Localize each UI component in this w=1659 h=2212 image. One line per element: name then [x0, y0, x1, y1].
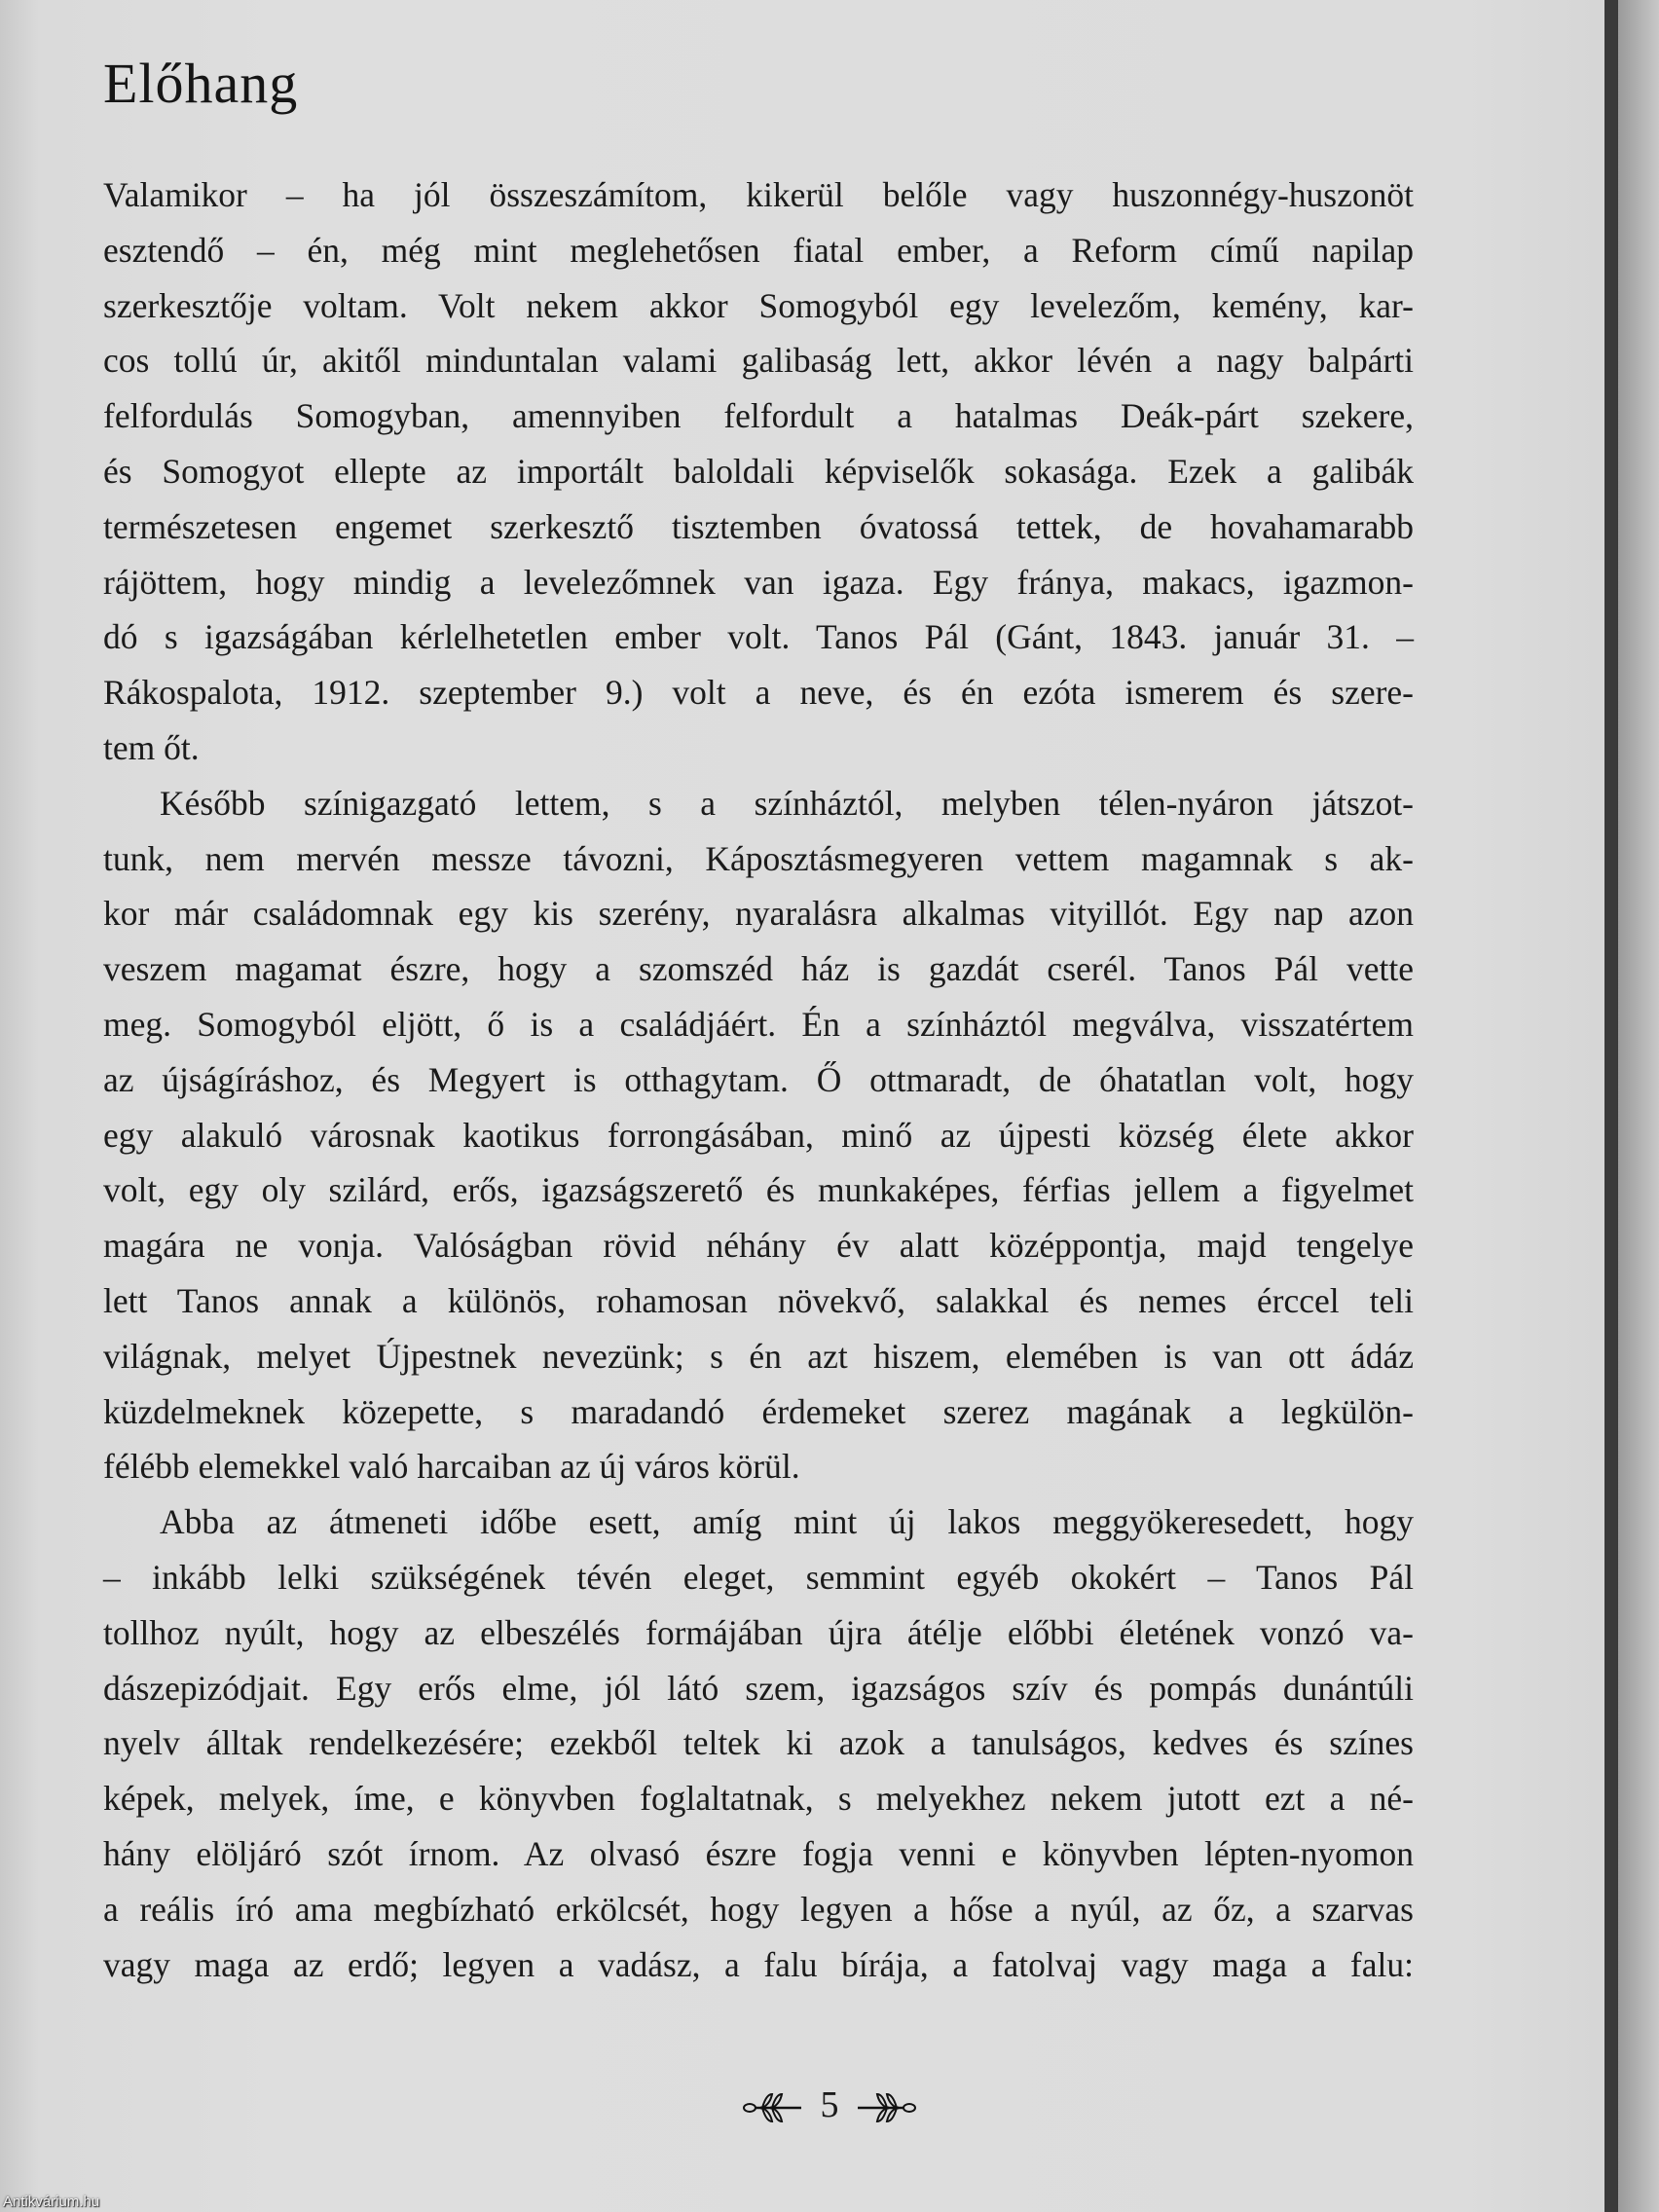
- text-line: küzdelmeknek közepette, s maradandó érdemeket szerez magának a legkülön-: [103, 1391, 1414, 1431]
- text-line: képek, melyek, íme, e könyvben foglaltatnak, s melyekhez nekem jutott ezt a né-: [103, 1779, 1414, 1819]
- text-line: egy alakuló városnak kaotikus forrongásában, minő az újpesti község élete akkor: [103, 1115, 1414, 1155]
- text-line: felfordulás Somogyban, amennyiben felfordult a hatalmas Deák-párt szekere,: [103, 396, 1414, 436]
- text-line: világnak, melyet Újpestnek nevezünk; s én azt hiszem, elemében is van ott ádáz: [103, 1336, 1414, 1376]
- text-line: nyelv álltak rendelkezésére; ezekből teltek ki azok a tanulságos, kedves és színes: [103, 1723, 1414, 1763]
- text-line: félébb elemekkel való harcaiban az új város körül.: [103, 1447, 800, 1487]
- text-line: veszem magamat észre, hogy a szomszéd ház is gazdát cserél. Tanos Pál vette: [103, 949, 1414, 989]
- text-line: magára ne vonja. Valóságban rövid néhány év alatt középpontja, majd tengelye: [103, 1226, 1414, 1266]
- text-line: a reális író ama megbízható erkölcsét, hogy legyen a hőse a nyúl, az őz, a szarvas: [103, 1889, 1414, 1929]
- text-line: volt, egy oly szilárd, erős, igazságszerető és munkaképes, férfias jellem a figyelmet: [103, 1170, 1414, 1210]
- text-line: tunk, nem mervén messze távozni, Káposztásmegyeren vettem magamnak s ak-: [103, 838, 1414, 878]
- text-line: meg. Somogyból eljött, ő is a családjáért. Én a színháztól megválva, visszatértem: [103, 1004, 1414, 1044]
- text-line: vagy maga az erdő; legyen a vadász, a falu bírája, a fatolvaj vagy maga a falu:: [103, 1944, 1414, 1984]
- text-line: Valamikor – ha jól összeszámítom, kikerül belőle vagy huszonnégy-huszonöt: [103, 175, 1414, 214]
- text-line: rájöttem, hogy mindig a levelezőmnek van igaza. Egy fránya, makacs, igazmon-: [103, 562, 1414, 602]
- page-footer: [0, 2083, 1659, 2126]
- book-spine-edge: [1604, 0, 1618, 2212]
- text-line: dászepizódjait. Egy erős elme, jól látó szem, igazságos szív és pompás dunántúli: [103, 1668, 1414, 1708]
- text-line: és Somogyot ellepte az importált baloldali képviselők sokasága. Ezek a galibák: [103, 451, 1414, 491]
- text-line: Rákospalota, 1912. szeptember 9.) volt a neve, és én ezóta ismerem és szere-: [103, 673, 1414, 713]
- text-line: Abba az átmeneti időbe esett, amíg mint új lakos meggyökeresedett, hogy: [160, 1502, 1414, 1542]
- text-line: lett Tanos annak a különös, rohamosan növekvő, salakkal és nemes érccel teli: [103, 1280, 1414, 1320]
- text-line: esztendő – én, még mint meglehetősen fiatal ember, a Reform című napilap: [103, 230, 1414, 270]
- text-line: hány elöljáró szót írnom. Az olvasó észre fogja venni e könyvben lépten-nyomon: [103, 1833, 1414, 1873]
- text-line: tollhoz nyúlt, hogy az elbeszélés formájában újra átélje előbbi életének vonzó va-: [103, 1612, 1414, 1652]
- text-line: szerkesztője voltam. Volt nekem akkor Somogyból egy levelezőm, kemény, kar-: [103, 285, 1414, 325]
- chapter-title: Előhang: [103, 52, 299, 115]
- next-page-edge: [1618, 0, 1659, 2212]
- text-line: természetesen engemet szerkesztő tisztemben óvatossá tettek, de hovahamarabb: [103, 506, 1414, 546]
- text-line: Később színigazgató lettem, s a színháztól, melyben télen-nyáron játszot-: [160, 783, 1414, 823]
- ornament-left-icon: [743, 2093, 803, 2122]
- body-text: [103, 167, 1414, 1992]
- text-line: dó s igazságában kérlelhetetlen ember volt. Tanos Pál (Gánt, 1843. január 31. –: [103, 617, 1414, 657]
- text-line: cos tollú úr, akitől minduntalan valami galibaság lett, akkor lévén a nagy balpárti: [103, 341, 1414, 381]
- page-number: 5: [820, 2084, 839, 2125]
- ornament-right-icon: [856, 2093, 916, 2122]
- text-line: tem őt.: [103, 727, 200, 767]
- watermark: Antikvárium.hu: [3, 2194, 100, 2210]
- text-line: – inkább lelki szükségének tévén eleget, semmint egyéb okokért – Tanos Pál: [103, 1557, 1414, 1597]
- text-line: az újságíráshoz, és Megyert is otthagytam. Ő ottmaradt, de óhatatlan volt, hogy: [103, 1059, 1414, 1099]
- text-line: kor már családomnak egy kis szerény, nyaralásra alkalmas vityillót. Egy nap azon: [103, 894, 1414, 934]
